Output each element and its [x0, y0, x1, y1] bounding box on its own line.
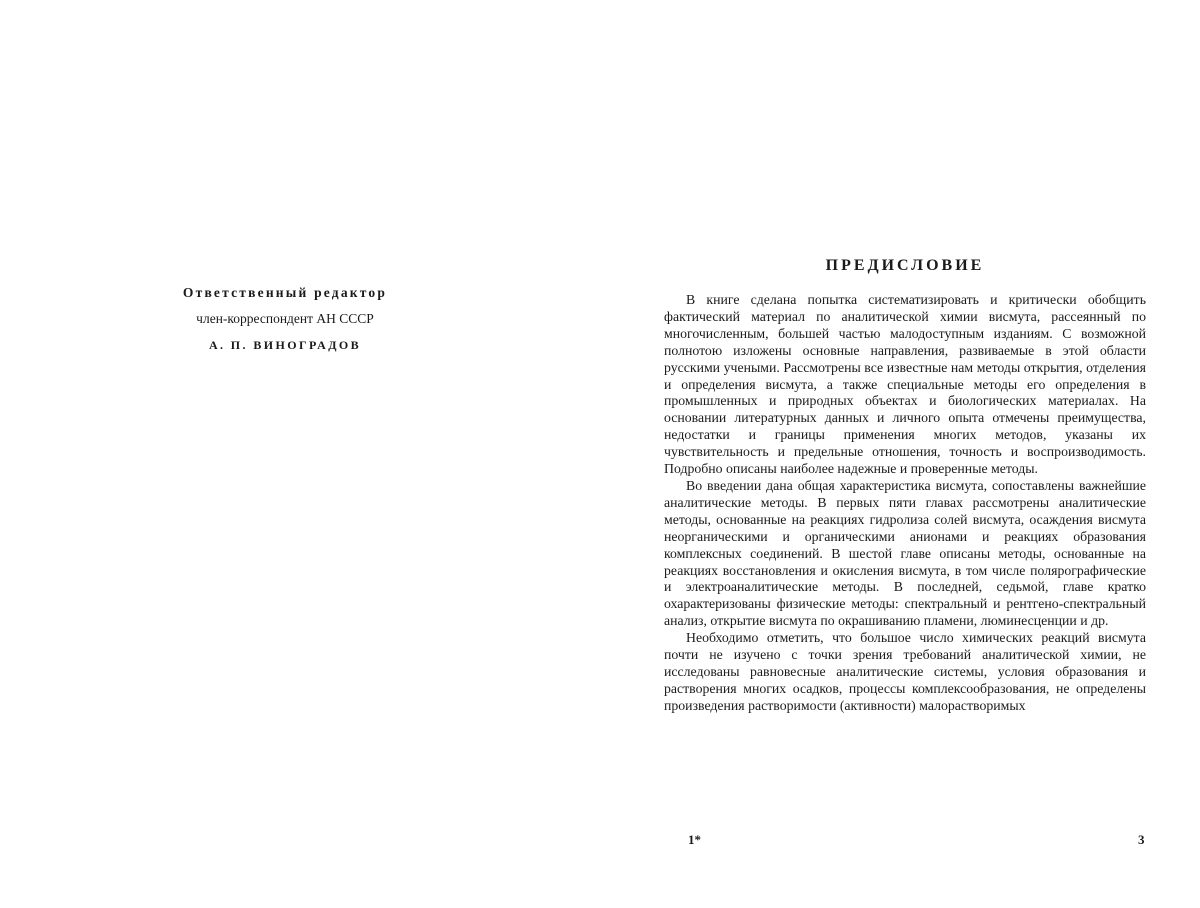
editor-role: Ответственный редактор [182, 285, 388, 300]
editor-credits [120, 284, 450, 354]
preface-paragraph-1: В книге сделана попытка систематизировать и критически обобщить фактический материал по аналитической химии висмута, рассеянный по многочисленным, большей частью малодоступным изданиям. С возможной полнотою изложены основные направления, развиваемые в этой области русскими учеными. Рассмотрены все известные нам методы открытия, отделения и определения висмута, а также специальные методы его определения в промышленных и природных объектах и биологических материалах. На основании литературных данных и личного опыта отмечены преимущества, недостатки и границы применения многих методов, указаны их чувствительность и предельные отношения, точность и воспроизводимость. Подробно описаны наиболее надежные и проверенные методы. [664, 292, 1146, 477]
page-number: 3 [1138, 832, 1145, 847]
preface-page [664, 256, 1146, 715]
preface-paragraph-2: Во введении дана общая характеристика висмута, сопоставлены важнейшие аналитические методы. В первых пяти главах рассмотрены аналитические методы, основанные на реакциях гидролиза солей висмута, осаждения висмута неорганическими и органическими анионами и реакциях образования комплексных соединений. В шестой главе описаны методы, основанные на реакциях восстановления и окисления висмута, в том числе полярографические и электроаналитические методы. В последней, седьмой, главе кратко охарактеризованы физические методы: спектральный и рентгено-спектральный анализ, открытие висмута по окрашиванию пламени, люминесценции и др. [664, 477, 1146, 629]
editor-name: А. П. ВИНОГРАДОВ [208, 338, 362, 352]
page-title: ПРЕДИСЛОВИЕ [825, 257, 985, 274]
signature-mark: 1* [688, 832, 701, 847]
editor-title: член-корреспондент АН СССР [196, 311, 374, 326]
preface-paragraph-3: Необходимо отметить, что большое число химических реакций висмута почти не изучено с точки зрения требований аналитической химии, не исследованы равновесные аналитические системы, условия образования и растворения многих осадков, процессы комплексообразования, не определены произведения растворимости (активности) малорастворимых [664, 630, 1146, 713]
